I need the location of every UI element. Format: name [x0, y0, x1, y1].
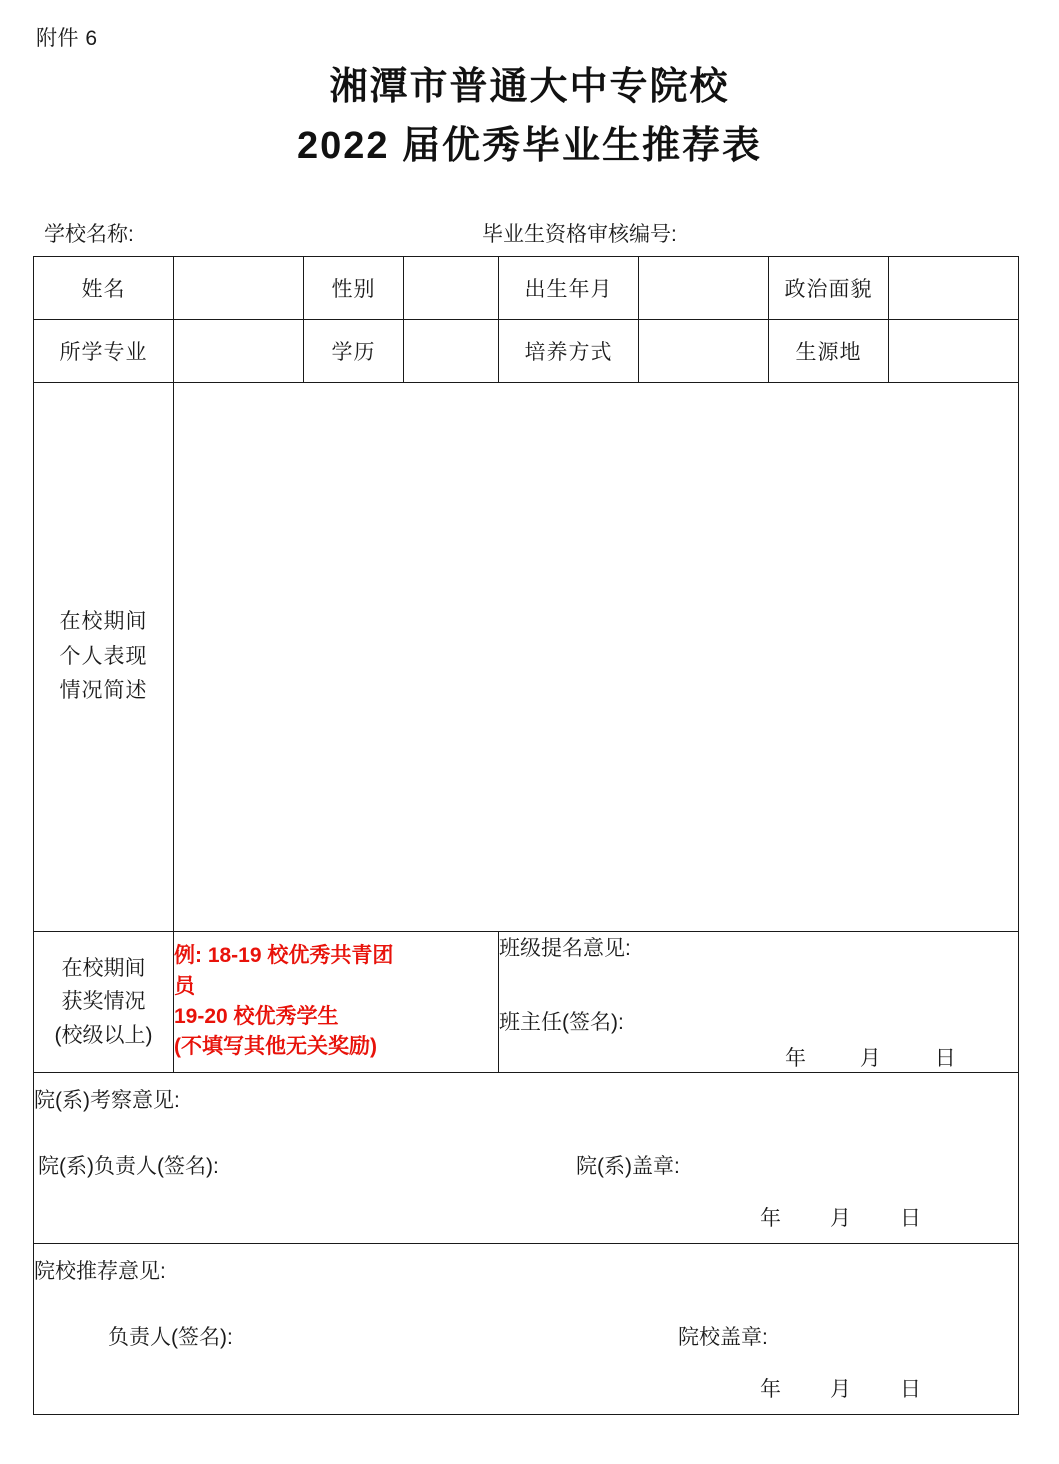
school-signature-row — [34, 1321, 1018, 1351]
awards-label-line-3: (校级以上) — [54, 1023, 153, 1047]
origin-value[interactable] — [889, 320, 1019, 383]
birth-label: 出生年月 — [499, 257, 639, 320]
school-seal-label: 院校盖章: — [678, 1326, 768, 1349]
month-label: 月 — [859, 1047, 881, 1070]
recommendation-form-table — [33, 256, 1019, 1415]
department-signature-label: 院(系)负责人(签名): — [38, 1155, 219, 1178]
title-line-2: 2022 届优秀毕业生推荐表 — [296, 124, 763, 167]
education-value[interactable] — [404, 320, 499, 383]
department-signature-row — [34, 1150, 1018, 1180]
document-title — [0, 58, 1059, 176]
birth-value[interactable] — [639, 257, 769, 320]
awards-example-line-2: 员 — [174, 974, 195, 998]
name-label: 姓名 — [34, 257, 174, 320]
awards-label — [34, 932, 174, 1073]
department-review-title: 院(系)考察意见: — [34, 1089, 180, 1112]
education-label: 学历 — [304, 320, 404, 383]
month-label: 月 — [830, 1207, 851, 1230]
year-label: 年 — [785, 1047, 806, 1070]
performance-label — [34, 383, 174, 932]
month-label: 月 — [830, 1378, 851, 1401]
class-nomination-cell[interactable] — [499, 932, 1019, 1073]
table-row — [34, 1073, 1019, 1244]
performance-label-line-1: 在校期间 — [59, 610, 148, 634]
training-mode-value[interactable] — [639, 320, 769, 383]
table-row — [34, 1244, 1019, 1415]
day-label: 日 — [934, 1047, 956, 1070]
major-value[interactable] — [174, 320, 304, 383]
awards-label-line-1: 在校期间 — [61, 956, 146, 980]
training-mode-label: 培养方式 — [499, 320, 639, 383]
class-teacher-signature-label: 班主任(签名): — [499, 1011, 624, 1034]
gender-label: 性别 — [304, 257, 404, 320]
name-value[interactable] — [174, 257, 304, 320]
school-recommendation-title: 院校推荐意见: — [34, 1260, 166, 1283]
school-recommendation-cell[interactable] — [34, 1244, 1019, 1415]
awards-example-line-1: 例: 18-19 校优秀共青团 — [174, 944, 394, 968]
class-nomination-title: 班级提名意见: — [499, 937, 631, 960]
performance-label-line-2: 个人表现 — [59, 644, 148, 668]
table-row — [34, 257, 1019, 320]
department-review-date — [34, 1202, 1018, 1232]
year-label: 年 — [760, 1207, 781, 1230]
performance-label-line-3: 情况简述 — [59, 679, 148, 703]
table-row — [34, 320, 1019, 383]
major-label: 所学专业 — [34, 320, 174, 383]
school-name-label: 学校名称: — [44, 223, 134, 246]
awards-example-line-3: 19-20 校优秀学生 — [174, 1005, 339, 1028]
awards-example-text[interactable] — [174, 932, 499, 1073]
awards-example-line-4: (不填写其他无关奖励) — [174, 1035, 377, 1059]
origin-label: 生源地 — [769, 320, 889, 383]
class-nomination-date — [499, 1042, 1018, 1072]
department-review-cell[interactable] — [34, 1073, 1019, 1244]
political-status-value[interactable] — [889, 257, 1019, 320]
day-label: 日 — [900, 1378, 921, 1401]
table-row — [34, 932, 1019, 1073]
political-status-label: 政治面貌 — [769, 257, 889, 320]
table-row — [34, 383, 1019, 932]
school-signature-label: 负责人(签名): — [108, 1326, 233, 1349]
title-line-1: 湘潭市普通大中专院校 — [329, 66, 730, 108]
school-recommendation-date — [34, 1373, 1018, 1403]
year-label: 年 — [760, 1378, 781, 1401]
awards-label-line-2: 获奖情况 — [61, 990, 146, 1014]
gender-value[interactable] — [404, 257, 499, 320]
review-number-label: 毕业生资格审核编号: — [482, 223, 677, 246]
performance-value[interactable] — [174, 383, 1019, 932]
day-label: 日 — [900, 1207, 921, 1230]
department-seal-label: 院(系)盖章: — [576, 1155, 680, 1178]
attachment-label: 附件 6 — [36, 27, 98, 50]
